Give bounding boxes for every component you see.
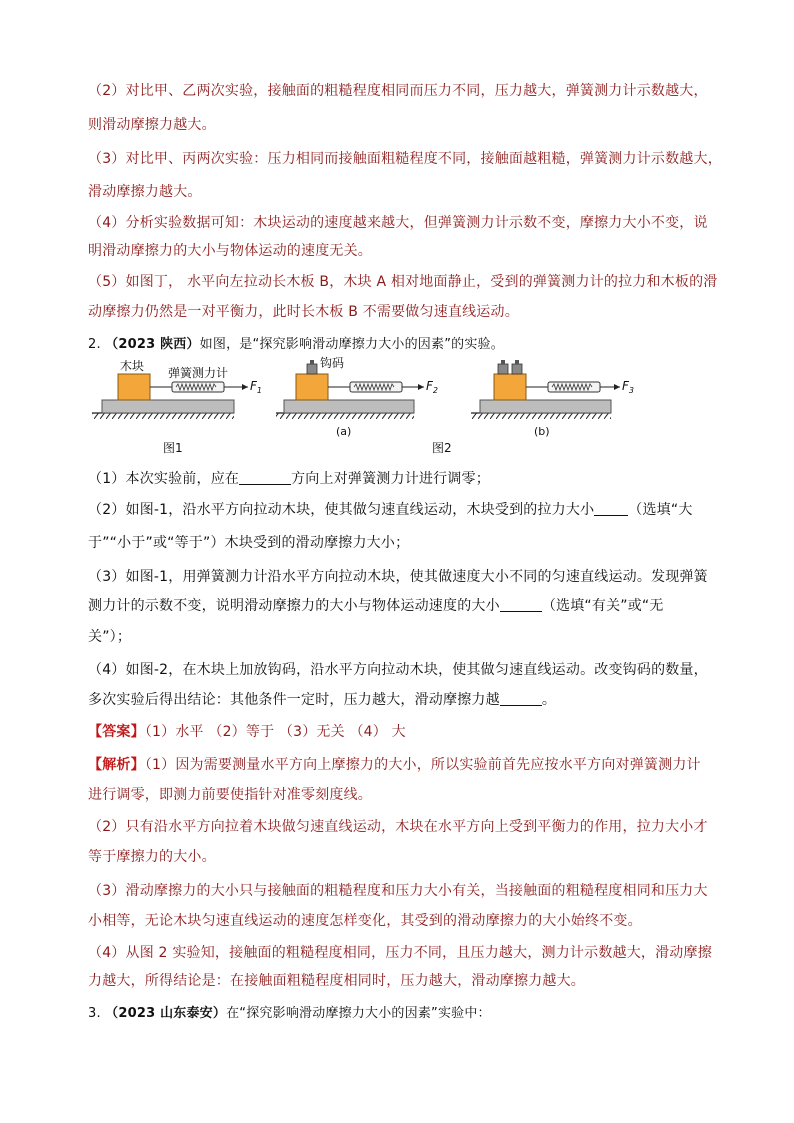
answer-blank-3[interactable] bbox=[500, 597, 542, 612]
question-2-stem bbox=[88, 333, 713, 352]
force-f3-label: $F_3$ bbox=[622, 379, 634, 395]
force-f2-label: $F_2$ bbox=[426, 379, 438, 395]
analysis-p5-line2: 动摩擦力仍然是一对平衡力，此时长木板 B 不需要做匀速直线运动。 bbox=[88, 304, 519, 320]
analysis-p4-line2: 明滑动摩擦力的大小与物体运动的速度无关。 bbox=[88, 243, 372, 259]
answer-blank-1[interactable] bbox=[239, 470, 291, 485]
answer-text: （1）水平 （2）等于 （3）无关 （4） 大 bbox=[144, 724, 406, 740]
subquestion-3-line1: （3）如图-1，用弹簧测力计沿水平方向拉动木块，使其做速度大小不同的匀速直线运动。发现弹簧 bbox=[88, 569, 708, 585]
analysis-line8: 力越大，所得结论是：在接触面粗糙程度相同时，压力越大，滑动摩擦力越大。 bbox=[88, 973, 585, 989]
spring-scale-1 bbox=[172, 382, 224, 392]
analysis-p3-line1: （3）对比甲、丙两次实验：压力相同而接触面粗糙程度不同，接触面越粗糙，弹簧测力计示数越大， bbox=[88, 151, 722, 167]
figure-1-caption: 图1 bbox=[163, 441, 183, 455]
analysis-line2: 进行调零，即测力前要使指针对准零刻度线。 bbox=[88, 787, 372, 803]
subquestion-4-line1: （4）如图-2，在木块上加放钩码，沿水平方向拉动木块，使其做匀速直线运动。改变钩码的数量， bbox=[88, 662, 708, 678]
analysis-line5: （3）滑动摩擦力的大小只与接触面的粗糙程度和压力大小有关，当接触面的粗糙程度相同和压力大 bbox=[88, 883, 708, 899]
question-number: 2. bbox=[88, 337, 101, 352]
wood-block bbox=[118, 374, 150, 400]
analysis-p5-line1: （5）如图丁， 水平向左拉动长木板 B，木块 A 相对地面静止，受到的弹簧测力计的拉力和木板的滑 bbox=[88, 274, 718, 290]
wood-block-label: 木块 bbox=[120, 359, 145, 373]
weight-icon bbox=[498, 360, 522, 374]
answer-tag: 【答案】 bbox=[88, 724, 145, 740]
subquestion-2-line1: （2）如图-1，沿水平方向拉动木块，使其做匀速直线运动，木块受到的拉力大小 （选填“大 bbox=[88, 502, 693, 518]
figure-2b-caption: (b) bbox=[534, 425, 550, 438]
subquestion-2-line2: 于”“小于”或“等于”）木块受到的滑动摩擦力大小； bbox=[88, 535, 410, 551]
question-stem-text: 在“探究影响滑动摩擦力大小的因素”实验中： bbox=[226, 1006, 491, 1021]
weight-icon bbox=[307, 360, 317, 374]
weight-label: 钩码 bbox=[320, 356, 345, 370]
analysis-line7: （4）从图 2 实验知，接触面的粗糙程度相同，压力不同，且压力越大，测力计示数越大，滑动摩擦 bbox=[88, 945, 712, 961]
spring-scale-label: 弹簧测力计 bbox=[168, 366, 229, 380]
figure-2a-caption: (a) bbox=[336, 425, 352, 438]
question-stem-text: 如图，是“探究影响滑动摩擦力大小的因素”的实验。 bbox=[199, 337, 504, 352]
analysis-line6: 小相等，无论木块匀速直线运动的速度怎样变化，其受到的滑动摩擦力的大小始终不变。 bbox=[88, 913, 642, 929]
analysis-p3-line2: 滑动摩擦力越大。 bbox=[88, 184, 202, 200]
figure-2a-setup bbox=[276, 356, 438, 438]
experiment-figure bbox=[88, 355, 648, 460]
question-source: （2023 山东泰安） bbox=[105, 1006, 227, 1021]
subquestion-1: （1）本次实验前，应在 方向上对弹簧测力计进行调零； bbox=[88, 471, 490, 487]
analysis-line1: 【解析】（1）因为需要测量水平方向上摩擦力的大小，所以实验前首先应按水平方向对弹簧测力计 bbox=[88, 757, 701, 773]
question-3-stem bbox=[88, 1002, 713, 1021]
analysis-line3: （2）只有沿水平方向拉着木块做匀速直线运动，木块在水平方向上受到平衡力的作用，拉力大小才 bbox=[88, 819, 708, 835]
figure-2-caption: 图2 bbox=[432, 441, 452, 455]
subquestion-3-line3: 关”）； bbox=[88, 629, 132, 645]
analysis-tag: 【解析】 bbox=[88, 757, 145, 773]
question-number: 3. bbox=[88, 1006, 101, 1021]
figure-1-setup bbox=[92, 358, 262, 455]
answer-blank-2[interactable] bbox=[594, 501, 628, 516]
analysis-line4: 等于摩擦力的大小。 bbox=[88, 849, 216, 865]
subquestion-3-line2: 测力计的示数不变，说明滑动摩擦力的大小与物体运动速度的大小 （选填“有关”或“无 bbox=[88, 598, 664, 614]
force-f1-label: $F_1$ bbox=[250, 379, 262, 395]
answer-blank-4[interactable] bbox=[500, 691, 542, 706]
figure-2b-setup bbox=[471, 360, 634, 438]
analysis-p4-line1: （4）分析实验数据可知：木块运动的速度越来越大，但弹簧测力计示数不变，摩擦力大小不变，说 bbox=[88, 215, 708, 231]
question-source: （2023 陕西） bbox=[105, 337, 200, 352]
subquestion-4-line2: 多次实验后得出结论：其他条件一定时，压力越大，滑动摩擦力越 。 bbox=[88, 692, 557, 708]
answer-line bbox=[88, 721, 713, 741]
analysis-p2-line2: 则滑动摩擦力越大。 bbox=[88, 117, 216, 133]
analysis-p2-line1: （2）对比甲、乙两次实验，接触面的粗糙程度相同而压力不同，压力越大，弹簧测力计示数越大， bbox=[88, 83, 708, 99]
